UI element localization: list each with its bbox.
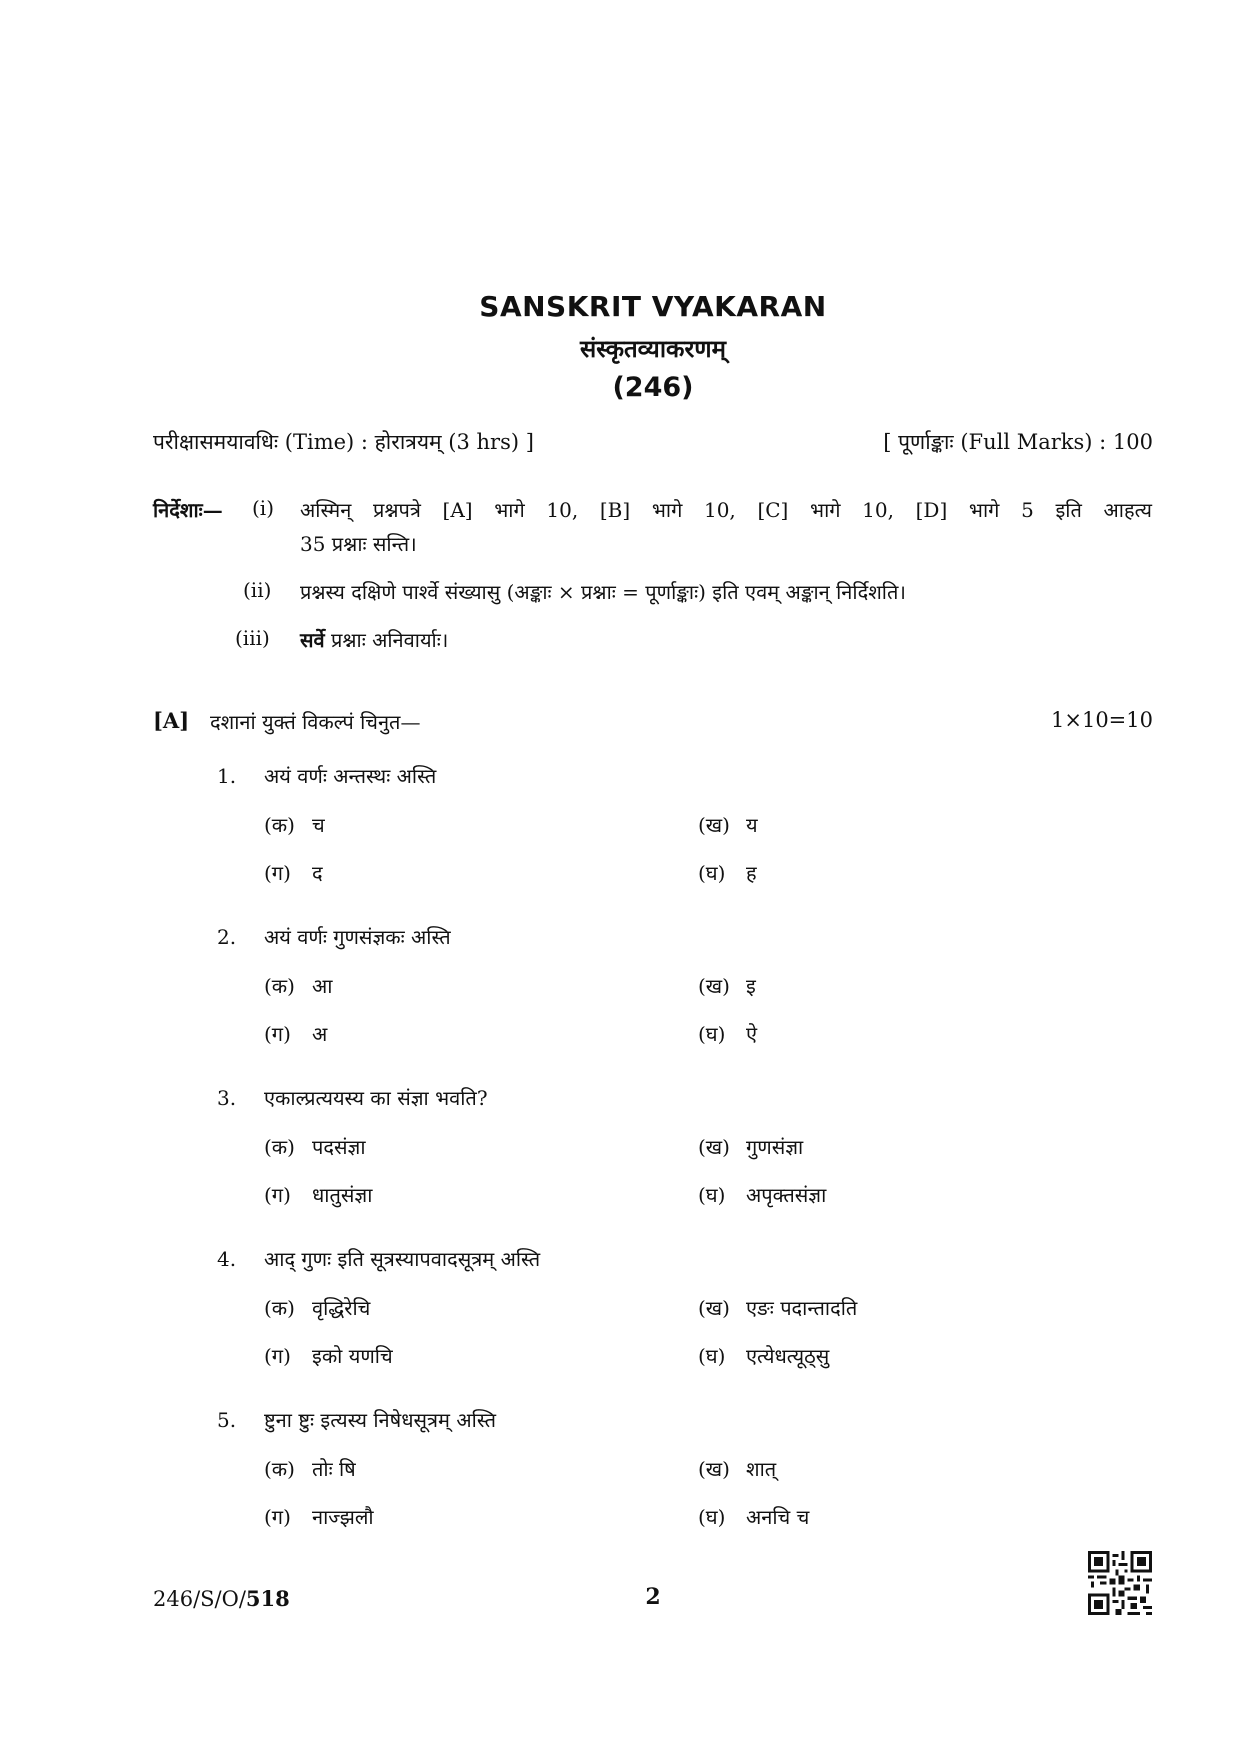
option-a	[264, 1455, 356, 1482]
option-text: ऐ	[746, 1022, 758, 1046]
instruction-number: (ii)	[243, 578, 272, 602]
option-d	[698, 1503, 809, 1530]
option-label: (ग)	[264, 1022, 291, 1046]
option-label: (ख)	[698, 974, 730, 998]
paper-title-english: SANSKRIT VYAKARAN	[479, 290, 827, 323]
instruction-text: प्रश्नस्य दक्षिणे पार्श्वे संख्यासु (अङ्काः × प्रश्नाः = पूर्णाङ्काः) इति एवम् अङ्कान् निर्दिशति।	[300, 580, 906, 604]
option-label: (ख)	[698, 1457, 730, 1481]
option-text: एत्येधत्यूठ्सु	[746, 1344, 830, 1368]
option-text: इ	[746, 974, 756, 998]
option-label: (क)	[264, 974, 295, 998]
option-label: (क)	[264, 1457, 295, 1481]
paper-code: (246)	[612, 372, 694, 403]
full-marks-info: [ पूर्णाङ्काः (Full Marks) : 100	[883, 430, 1153, 454]
section-heading: दशानां युक्तं विकल्पं चिनुत—	[210, 710, 421, 734]
option-d	[698, 1020, 757, 1047]
option-label: (ग)	[264, 1505, 291, 1529]
paper-code-prefix: 246/S/O/	[153, 1587, 246, 1611]
option-b	[698, 811, 758, 838]
instruction-number: (i)	[252, 496, 275, 520]
option-c	[264, 1181, 372, 1208]
option-b	[698, 1294, 857, 1321]
question-number: 3.	[217, 1086, 237, 1110]
option-label: (क)	[264, 1296, 295, 1320]
option-c	[264, 859, 323, 886]
option-text: धातुसंज्ञा	[312, 1183, 373, 1207]
option-label: (घ)	[698, 1022, 726, 1046]
option-c	[264, 1020, 327, 1047]
instruction-text-continued: 35 प्रश्नाः सन्ति।	[300, 532, 417, 556]
option-a	[264, 811, 325, 838]
instruction-emphasis: सर्वे	[300, 628, 325, 652]
option-b	[698, 972, 756, 999]
option-a	[264, 1133, 366, 1160]
page-number: 2	[645, 1584, 661, 1610]
option-text: अ	[312, 1022, 328, 1046]
option-text: नाज्झलौ	[312, 1505, 374, 1529]
option-b	[698, 1133, 803, 1160]
paper-code-number: 518	[245, 1586, 290, 1611]
option-label: (घ)	[698, 1505, 726, 1529]
option-d	[698, 1181, 826, 1208]
instructions-heading: निर्देशाः—	[153, 498, 223, 522]
option-text: च	[312, 813, 325, 837]
option-label: (ग)	[264, 861, 291, 885]
question-text: आद् गुणः इति सूत्रस्यापवादसूत्रम् अस्ति	[264, 1247, 541, 1271]
option-label: (क)	[264, 1135, 295, 1159]
option-label: (ख)	[698, 1135, 730, 1159]
option-b	[698, 1455, 776, 1482]
option-label: (ग)	[264, 1183, 291, 1207]
option-text: एङः पदान्तादति	[746, 1296, 858, 1320]
instruction-text	[300, 626, 448, 653]
question-text: ष्टुना ष्टुः इत्यस्य निषेधसूत्रम् अस्ति	[264, 1408, 497, 1432]
question-text: अयं वर्णः गुणसंज्ञकः अस्ति	[264, 925, 451, 949]
option-text: तोः षि	[312, 1457, 356, 1481]
option-text: इको यणचि	[312, 1344, 393, 1368]
option-text: ह	[746, 861, 757, 885]
option-text: अपृक्तसंज्ञा	[746, 1183, 827, 1207]
instruction-text: अस्मिन् प्रश्नपत्रे [A] भागे 10, [B] भागे 10, [C] भागे 10, [D] भागे 5 इति आहत्य	[300, 498, 1152, 522]
question-number: 5.	[217, 1408, 237, 1432]
option-label: (क)	[264, 813, 295, 837]
paper-title-sanskrit: संस्कृतव्याकरणम्	[580, 334, 726, 363]
instruction-rest: प्रश्नाः अनिवार्याः।	[324, 628, 449, 652]
option-text: य	[746, 813, 758, 837]
option-d	[698, 1342, 829, 1369]
option-label: (ख)	[698, 813, 730, 837]
question-number: 1.	[217, 764, 237, 788]
option-text: शात्	[746, 1457, 777, 1481]
option-text: पदसंज्ञा	[312, 1135, 366, 1159]
option-label: (घ)	[698, 1344, 726, 1368]
qr-code-icon	[1088, 1551, 1152, 1615]
option-label: (ग)	[264, 1344, 291, 1368]
option-text: अनचि च	[746, 1505, 810, 1529]
option-a	[264, 1294, 370, 1321]
question-text: अयं वर्णः अन्तस्थः अस्ति	[264, 764, 437, 788]
question-number: 2.	[217, 925, 237, 949]
question-number: 4.	[217, 1247, 237, 1271]
option-label: (घ)	[698, 1183, 726, 1207]
question-text: एकाल्प्रत्ययस्य का संज्ञा भवति?	[264, 1086, 488, 1110]
instruction-number: (iii)	[235, 626, 270, 650]
option-text: आ	[312, 974, 333, 998]
section-marks: 1×10=10	[1051, 708, 1153, 732]
option-text: द	[312, 861, 323, 885]
option-label: (ख)	[698, 1296, 730, 1320]
option-text: गुणसंज्ञा	[746, 1135, 804, 1159]
section-label: [A]	[153, 708, 190, 733]
option-a	[264, 972, 332, 999]
option-d	[698, 859, 757, 886]
option-text: वृद्धिरेचि	[312, 1296, 371, 1320]
option-c	[264, 1503, 374, 1530]
option-c	[264, 1342, 393, 1369]
option-label: (घ)	[698, 861, 726, 885]
time-info: परीक्षासमयावधिः (Time) : होरात्रयम् (3 hrs) ]	[153, 430, 534, 454]
